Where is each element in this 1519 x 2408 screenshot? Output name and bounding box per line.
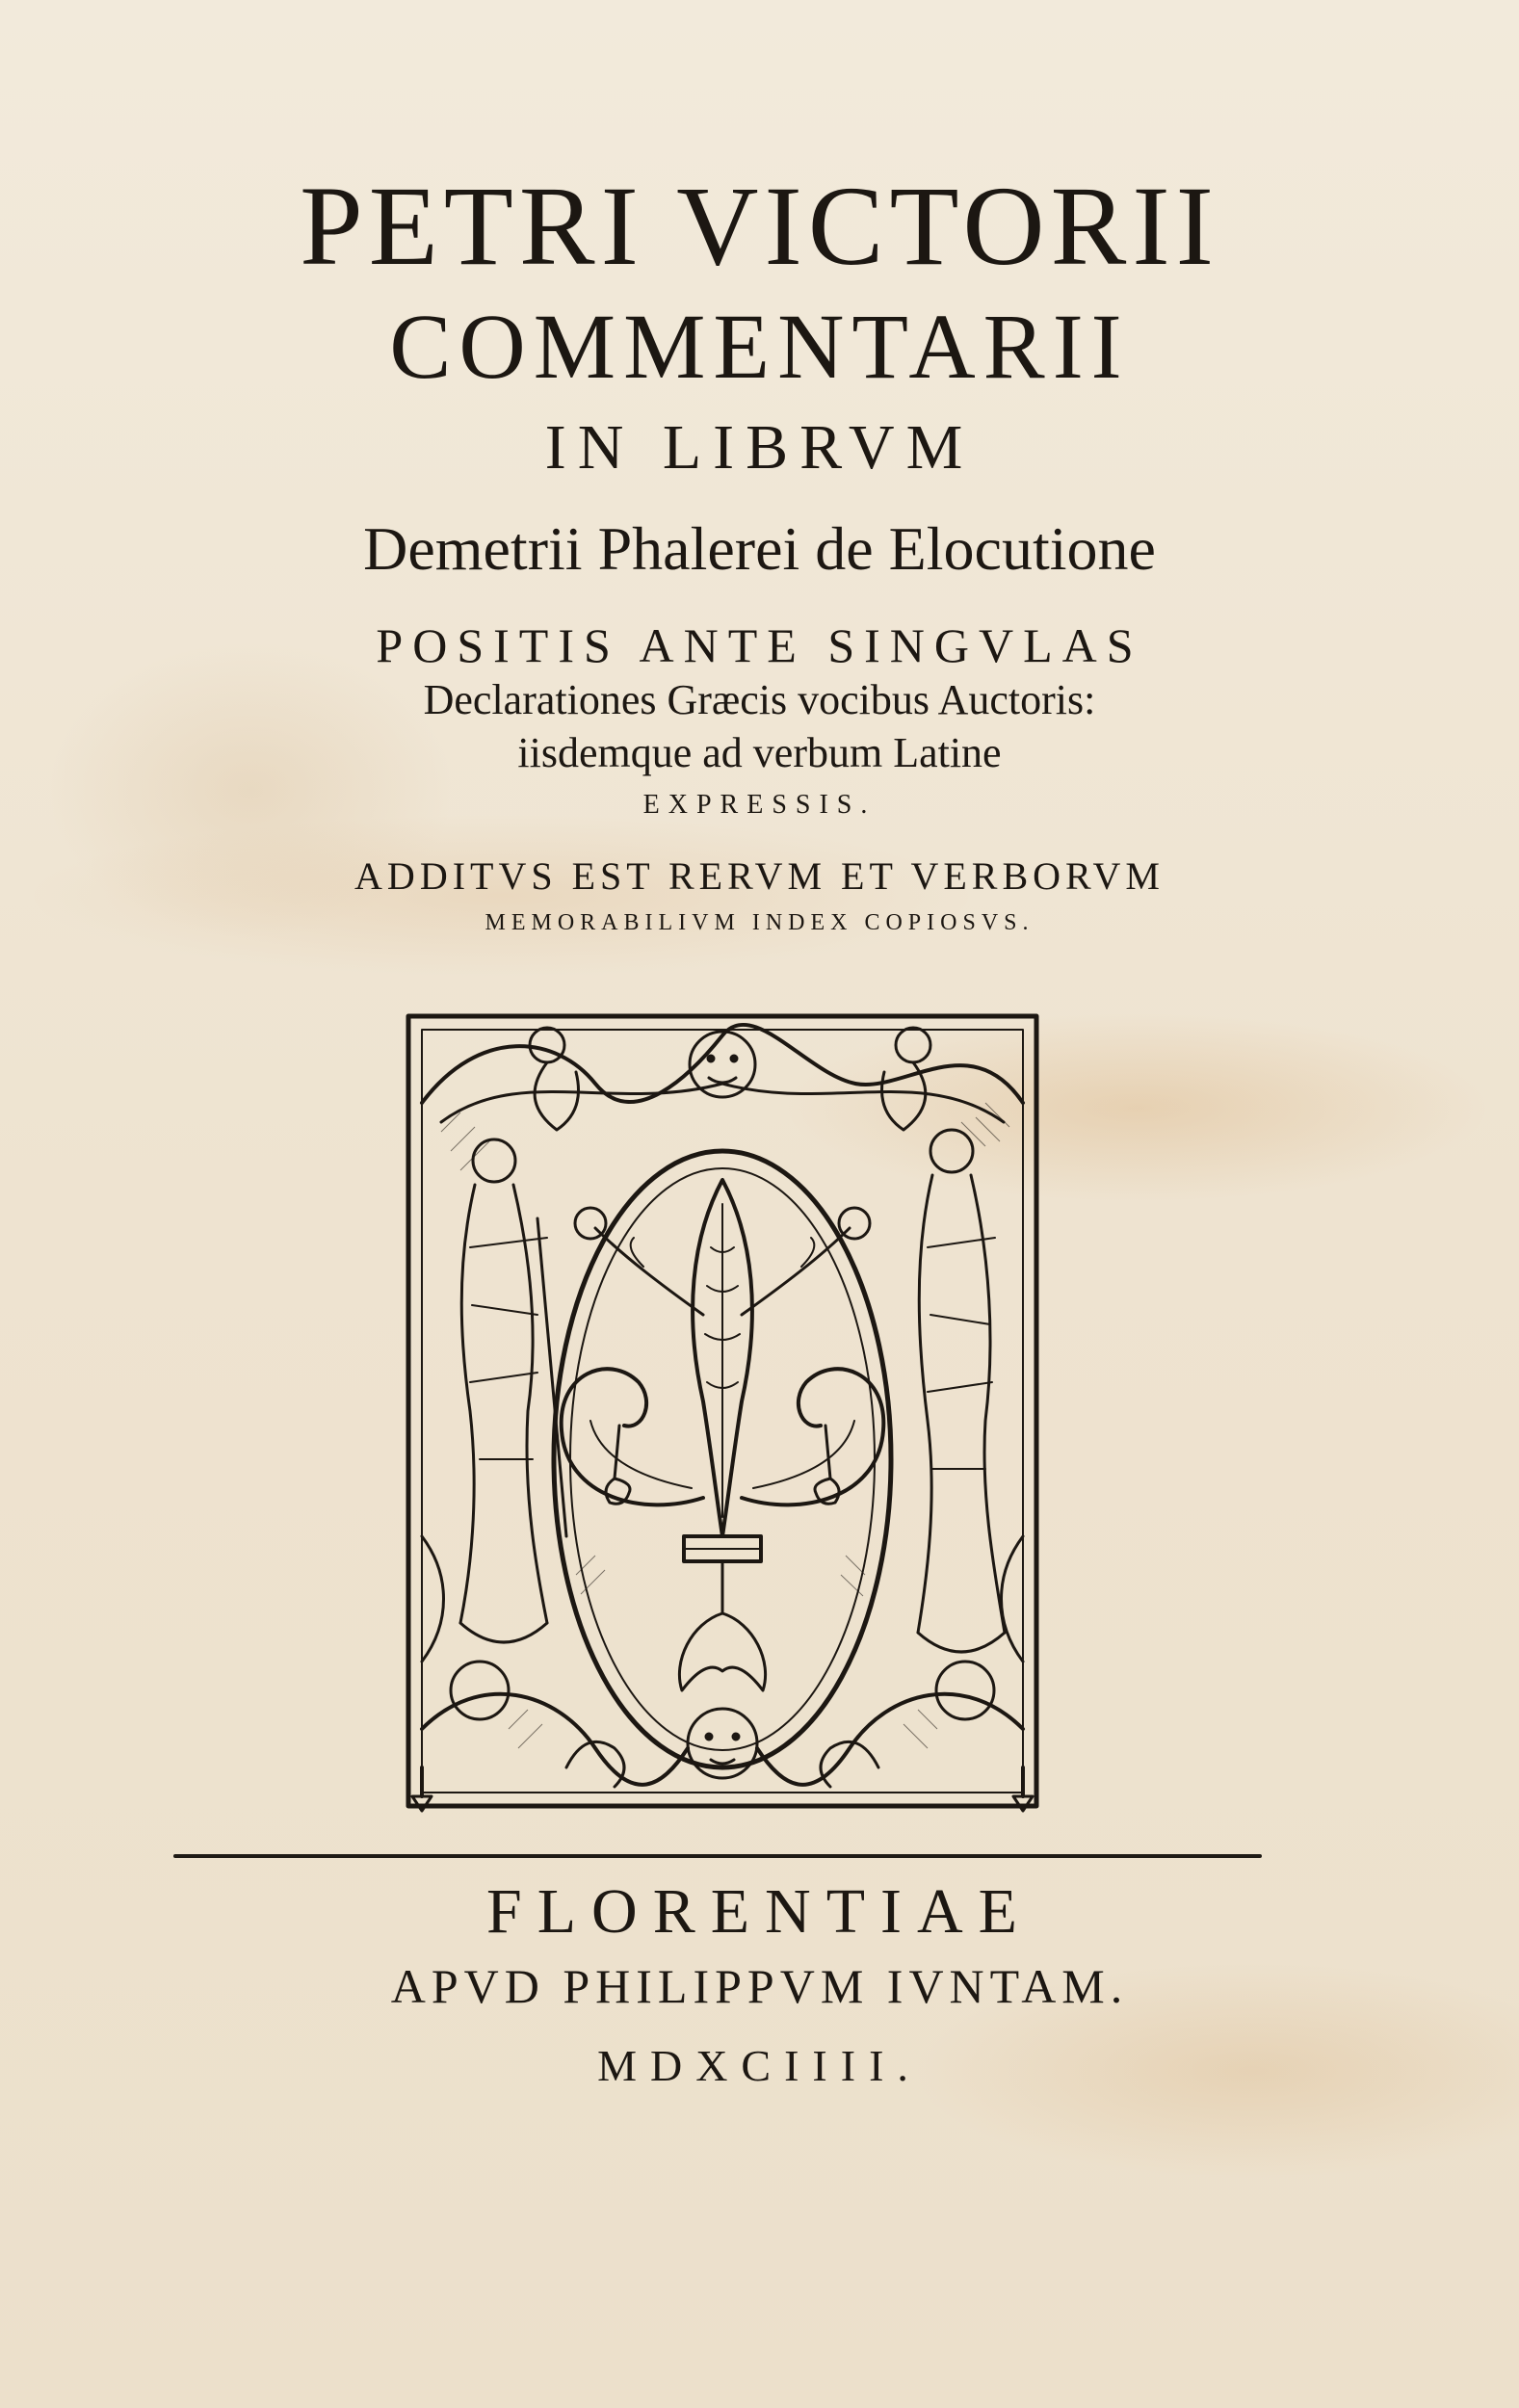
work-subject: Demetrii Phalerei de Elocutione <box>363 514 1156 583</box>
author-title: PETRI VICTORII <box>300 163 1219 289</box>
divider-rule <box>173 1854 1262 1858</box>
florentine-lily-woodcut-icon <box>403 997 1042 1818</box>
index-note-line-2: MEMORABILIVM INDEX COPIOSVS. <box>485 910 1034 935</box>
work-subtitle: IN LIBRVM <box>544 412 975 483</box>
work-title: COMMENTARII <box>389 295 1130 398</box>
description-line-4: EXPRESSIS. <box>642 790 877 820</box>
index-note-line-1: ADDITVS EST RERVM ET VERBORVM <box>354 854 1165 898</box>
imprint-year: MDXCIIII. <box>597 2041 922 2090</box>
imprint-printer: APVD PHILIPPVM IVNTAM. <box>390 1959 1129 2013</box>
description-line-3: iisdemque ad verbum Latine <box>517 729 1002 776</box>
description-line-1: POSITIS ANTE SINGVLAS <box>376 618 1143 672</box>
imprint-place: FLORENTIAE <box>486 1876 1033 1947</box>
description-line-2: Declarationes Græcis vocibus Auctoris: <box>423 676 1096 723</box>
